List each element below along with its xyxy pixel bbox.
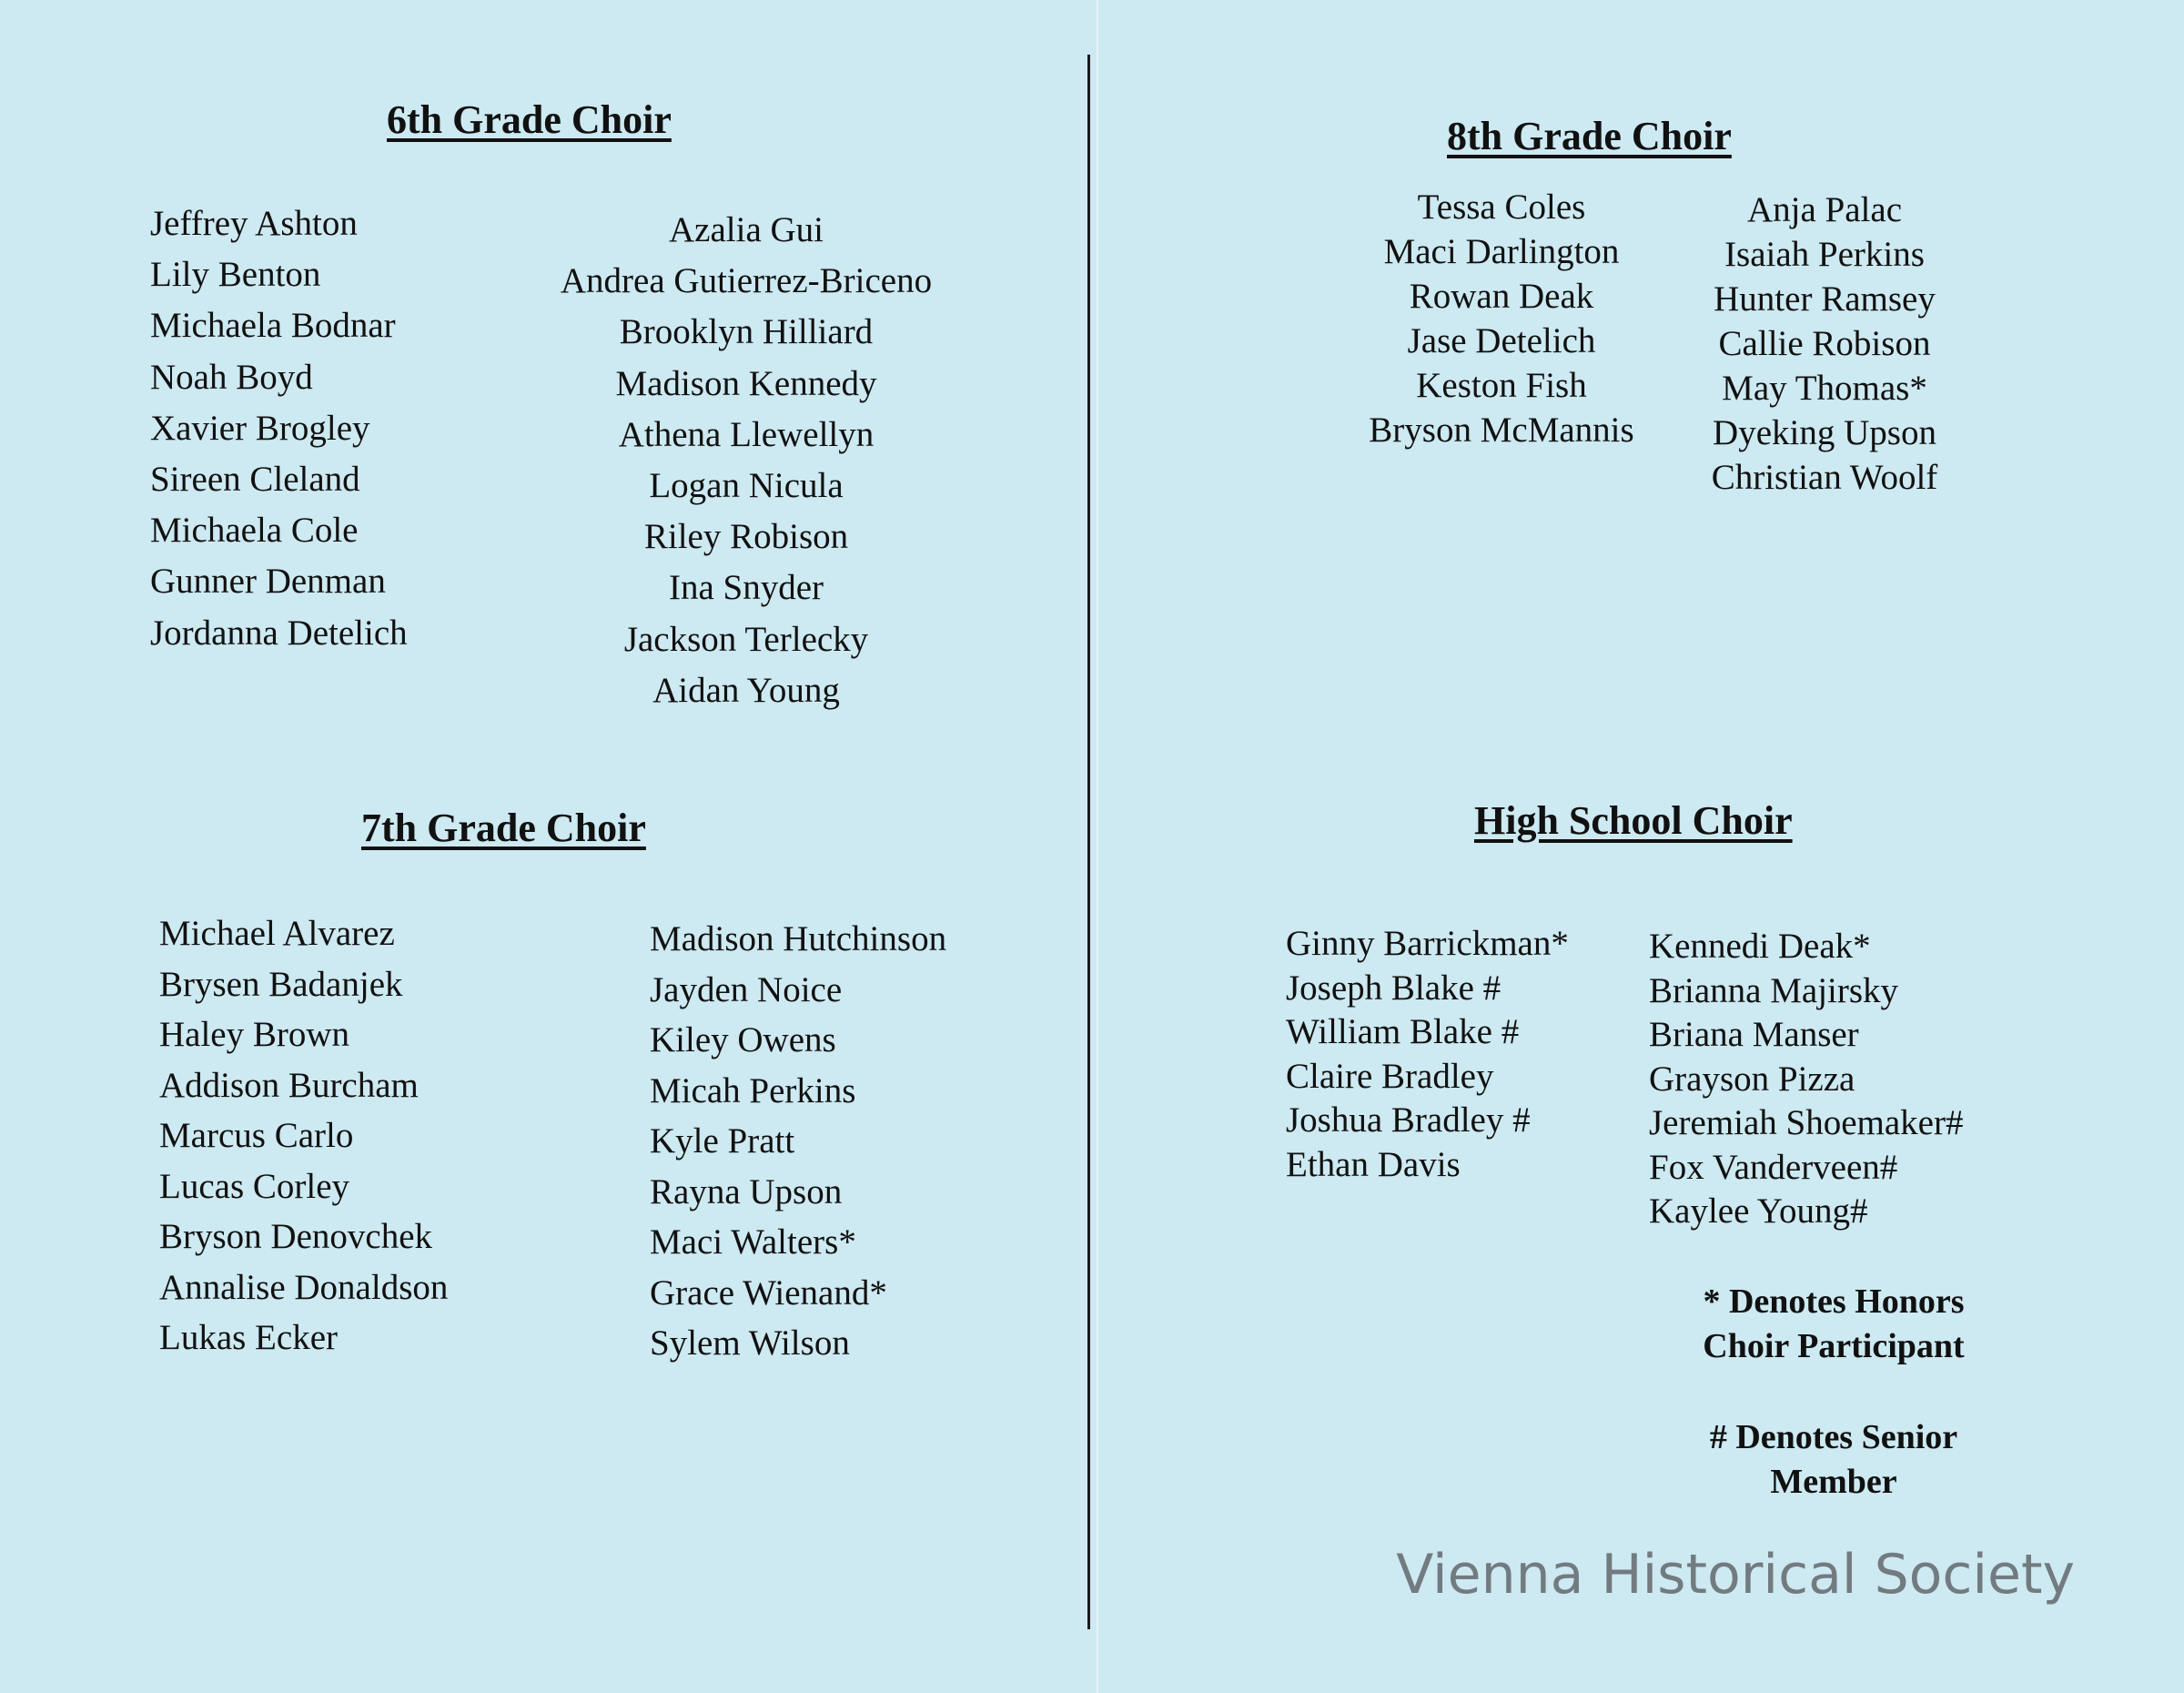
choir-member-name: Azalia Gui [668,210,824,249]
choir-member-name: Kiley Owens [650,1020,836,1059]
choir-member-name: Madison Kennedy [615,363,877,403]
choir-member-name: Sylem Wilson [650,1323,850,1363]
choir-member-name: Bryson McMannis [1369,411,1634,450]
choir-member-name: Lucas Corley [159,1166,350,1206]
choir-member-name: Rayna Upson [650,1171,843,1211]
honors-note [1652,1280,2016,1369]
sixth-grade-list-left [150,198,408,659]
high-school-list-right [1649,925,1963,1234]
choir-member-name: Maci Walters* [650,1222,856,1262]
choir-member-name: Claire Bradley [1286,1056,1494,1096]
choir-member-name: Athena Llewellyn [618,414,875,454]
high-school-list-left [1286,922,1569,1187]
eighth-grade-choir-heading: 8th Grade Choir [1447,114,1732,158]
seventh-grade-list-left [159,908,448,1364]
choir-member-name: Christian Woolf [1711,458,1938,497]
choir-member-name: William Blake # [1286,1012,1520,1051]
choir-member-name: Madison Hutchinson [650,919,947,958]
choir-member-name: Gunner Denman [150,562,386,602]
choir-member-name: Andrea Gutierrez-Briceno [560,261,933,301]
center-fold-line [1087,55,1090,1629]
choir-member-name: Noah Boyd [150,357,313,397]
choir-member-name: Jeffrey Ashton [150,204,358,243]
choir-member-name: Keston Fish [1416,366,1587,405]
sixth-grade-choir-heading: 6th Grade Choir [387,97,672,142]
senior-note [1652,1415,2016,1505]
choir-member-name: Hunter Ramsey [1714,279,1936,319]
choir-member-name: Lily Benton [150,255,321,295]
sixth-grade-list-right [546,205,946,716]
choir-member-name: Ina Snyder [668,568,824,608]
choir-member-name: Logan Nicula [649,466,844,506]
choir-member-name: Jayden Noice [650,969,843,1009]
senior-note-line1: # Denotes Senior [1709,1418,1958,1456]
fold-crease [1097,0,1098,1693]
choir-member-name: Micah Perkins [650,1070,856,1110]
choir-member-name: Jase Detelich [1407,321,1596,360]
choir-member-name: Kaylee Young# [1649,1191,1868,1231]
choir-member-name: Michaela Bodnar [150,306,396,346]
seventh-grade-choir-heading: 7th Grade Choir [361,806,646,850]
honors-note-line2: Choir Participant [1703,1327,1965,1365]
choir-member-name: Fox Vanderveen# [1649,1147,1898,1187]
choir-member-name: Anja Palac [1746,190,1902,229]
choir-member-name: Kyle Pratt [650,1121,795,1161]
choir-member-name: Joseph Blake # [1286,968,1502,1008]
choir-member-name: Callie Robison [1718,324,1931,363]
choir-member-name: Michaela Cole [150,511,359,551]
choir-member-name: Brysen Badanjek [159,964,403,1004]
choir-member-name: Ethan Davis [1286,1144,1461,1184]
choir-member-name: Briana Manser [1649,1015,1859,1054]
choir-member-name: Haley Brown [159,1015,350,1054]
choir-member-name: Grayson Pizza [1649,1059,1855,1099]
choir-member-name: Ginny Barrickman* [1286,924,1569,963]
choir-member-name: Riley Robison [643,517,849,557]
choir-member-name: Tessa Coles [1417,188,1586,227]
choir-member-name: Lukas Ecker [159,1318,338,1357]
watermark-text: Vienna Historical Society [1396,1543,2075,1607]
choir-member-name: May Thomas* [1722,369,1927,408]
seventh-grade-list-right [650,914,946,1369]
choir-member-name: Grace Wienand* [650,1272,887,1313]
choir-member-name: Marcus Carlo [159,1116,354,1155]
choir-member-name: Brooklyn Hilliard [619,312,874,352]
choir-member-name: Michael Alvarez [159,914,395,953]
choir-member-name: Kennedi Deak* [1649,927,1871,966]
high-school-choir-heading: High School Choir [1474,798,1793,843]
choir-member-name: Jackson Terlecky [623,619,869,659]
choir-member-name: Bryson Denovchek [159,1217,433,1256]
choir-member-name: Maci Darlington [1383,232,1620,271]
choir-member-name: Annalise Donaldson [159,1267,449,1307]
choir-member-name: Brianna Majirsky [1649,970,1899,1010]
choir-member-name: Jeremiah Shoemaker# [1649,1103,1964,1142]
senior-note-line2: Member [1770,1463,1897,1501]
choir-member-name: Addison Burcham [159,1065,419,1105]
choir-member-name: Xavier Brogley [150,408,370,448]
eighth-grade-list-right [1688,188,1961,500]
choir-member-name: Jordanna Detelich [150,613,408,653]
choir-member-name: Sireen Cleland [150,460,360,500]
honors-note-line1: * Denotes Honors [1703,1282,1965,1321]
choir-member-name: Aidan Young [652,670,840,710]
choir-member-name: Isaiah Perkins [1724,235,1925,274]
choir-member-name: Rowan Deak [1409,277,1594,316]
choir-member-name: Dyeking Upson [1713,413,1936,452]
eighth-grade-list-left [1347,185,1656,452]
choir-member-name: Joshua Bradley # [1286,1100,1531,1140]
